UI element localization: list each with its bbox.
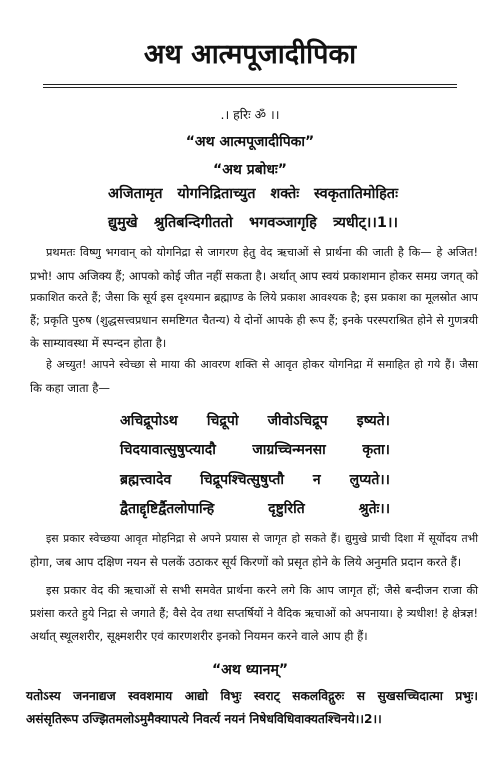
paragraph-1 bbox=[30, 242, 478, 355]
verse-1 bbox=[108, 180, 398, 238]
paragraph-4 bbox=[30, 580, 478, 648]
paragraph-3-line-1: इस प्रकार स्वेच्छया आवृत मोहनिद्रा से अपने प्रयास से जागृत हो सकते हैं। द्युमुखे प्राची दिशा में सूर्योदय तभी bbox=[46, 532, 478, 545]
paragraph-4-line-2: प्रशंसा करते हुये निद्रा से जगाते हैं; वैसे देव तथा सप्तर्षियों ने वैदिक ऋचाओं को अपनाया। हे त्र्यधीश! हे क्षेत्रज्ञ! bbox=[30, 606, 478, 620]
heading-awakening: “अथ प्रबोधः” bbox=[213, 162, 287, 178]
paragraph-1-line-5: के साम्यावस्था में स्पन्दन होता है। bbox=[30, 336, 167, 350]
paragraph-1-line-1: प्रथमतः विष्णु भगवान् को योगनिद्रा से जागरण हेतु वेद ऋचाओं से प्रार्थना की जाती है कि— हे अजित! bbox=[46, 246, 478, 259]
verse-2-line-2: चिदयावात्सुषुप्त्यादौ जाग्रच्चिन्मनसा कृता। bbox=[120, 442, 390, 459]
heading-meditation: “अथ ध्यानम्” bbox=[211, 662, 289, 678]
paragraph-3-line-2: होगा, जब आप दक्षिण नयन से पलकें उठाकर सूर्य किरणों को प्रसृत होने के लिये अनुमति प्रदान करते हैं। bbox=[30, 554, 462, 569]
verse-2 bbox=[120, 407, 390, 524]
paragraph-1-line-4: हैं; प्रकृति पुरुष (शुद्धसत्त्वप्रधान समष्टिगत चैतन्य) ये दोनों आपके ही रूप हैं; इनके परस्पराश्रित होने से गुणत्रयी bbox=[30, 313, 478, 327]
verse-2-line-1: अचिद्रूपोऽथ चिद्रूपो जीवोऽचिद्रूप इष्यते। bbox=[120, 413, 390, 429]
verse-2-line-4: द्वैताद्दृष्टिर्द्वैतलोपान्हि दृष्टुरिति श्रुतेः।। bbox=[120, 500, 390, 517]
paragraph-4-line-1: इस प्रकार वेद की ऋचाओं से सभी समवेत प्रार्थना करने लगे कि आप जागृत हों; जैसे बन्दीजन राजा की bbox=[46, 584, 478, 597]
verse-1-line-1: अजितामृत योगनिद्रिताच्युत शक्तेः स्वकृतातिमोहितः bbox=[108, 186, 398, 202]
verse-3-line-2: असंसृतिरूप उज्झितमलोऽमुमैक्यापत्ये निवर्त्य नयनं निषेधविधिवाक्यतश्चिनये।।2।। bbox=[26, 712, 382, 726]
paragraph-2-line-1: हे अच्युत! आपने स्वेच्छा से माया की आवरण शक्ति से आवृत होकर योगनिद्रा में समाहित हो गये हैं। जैसा bbox=[46, 358, 478, 371]
paragraph-2 bbox=[30, 354, 478, 399]
verse-3-line-1: यतोऽस्य जननाद्यज स्ववशमाय आद्यो विभुः स्वराट् सकलविद्गुरुः स सुखसच्चिदात्मा प्रभुः। bbox=[26, 689, 478, 703]
verse-3 bbox=[26, 685, 478, 731]
paragraph-2-line-2: कि कहा जाता है— bbox=[30, 380, 110, 395]
paragraph-3 bbox=[30, 528, 478, 573]
header-rule-top bbox=[43, 84, 457, 85]
paragraph-4-line-3: अर्थात् स्थूलशरीर, सूक्ष्मशरीर एवं कारणशरीर इनको नियमन करने वाले आप ही हैं। bbox=[30, 629, 368, 643]
verse-2-line-3: ब्रह्मत्त्वादेव चिद्रूपश्चित्सुषुप्तौ न लुप्यते।। bbox=[120, 471, 390, 488]
paragraph-1-line-3: प्रकाशित करते हैं; जैसा कि सूर्य इस दृश्यमान ब्रह्माण्ड के लिये प्रकाश आवश्यक है; इस प्रकाश का मूलस्रोत आप bbox=[30, 291, 478, 304]
header-rule-bottom bbox=[43, 87, 457, 88]
heading-book: “अथ आत्मपूजादीपिका” bbox=[185, 134, 315, 150]
running-header-title: अथ आत्मपूजादीपिका bbox=[143, 39, 357, 70]
invocation: .। हरिः ॐ ।। bbox=[220, 107, 280, 122]
verse-1-line-2: द्युमुखे श्रुतिबन्दिगीततो भगवञ्जागृहि त्र्यधीट्।।1।। bbox=[108, 215, 398, 231]
paragraph-1-line-2: प्रभो! आप अजिक्य हैं; आपको कोई जीत नहीं सकता है। अर्थात् आप स्वयं प्रकाशमान होकर समग्र जगत् को bbox=[30, 268, 479, 283]
